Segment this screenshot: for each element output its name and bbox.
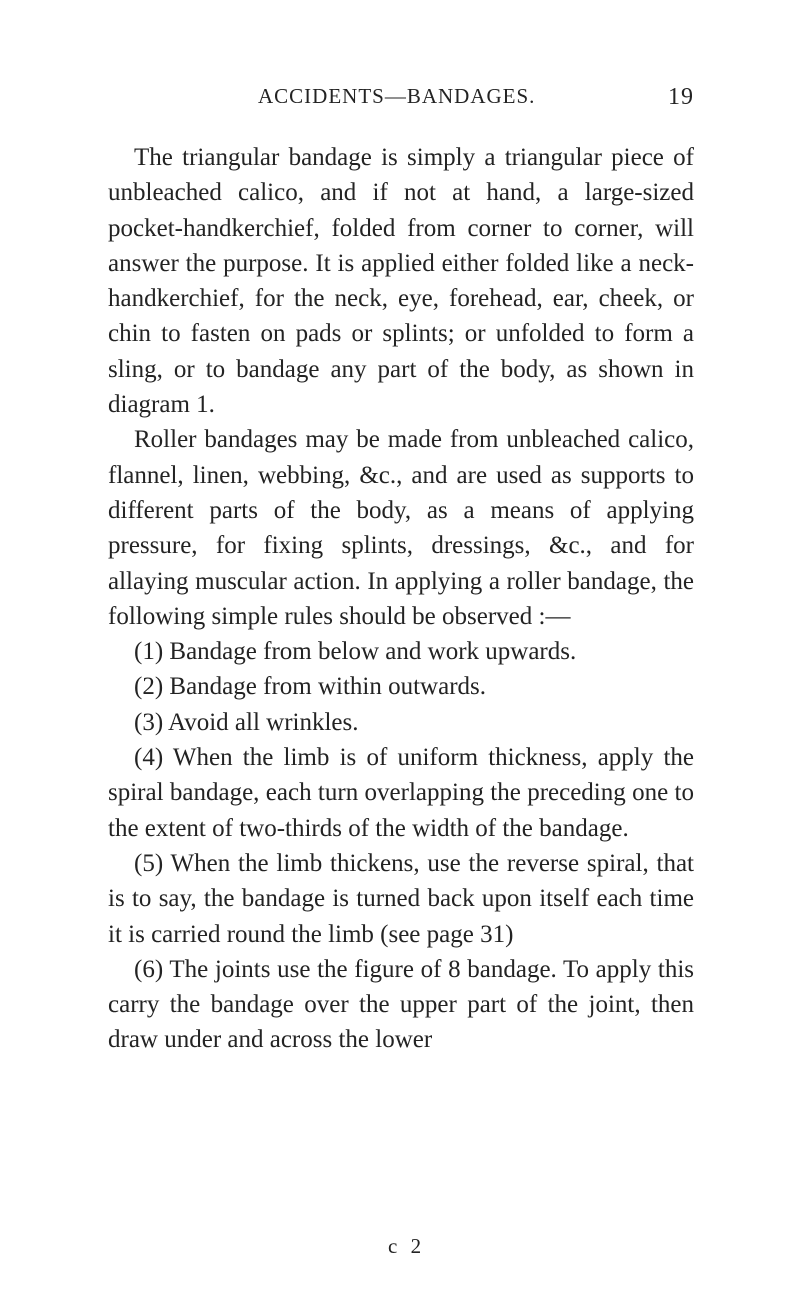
body-text xyxy=(108,140,694,1058)
paragraph-triangular-bandage: The triangular bandage is simply a triangular piece of unbleached calico, and if not at hand, a large-sized pocket-handkerchief, folded from corner to corner, will answer the purpose. It is applied either folded like a neck-handkerchief, for the neck, eye, forehead, ear, cheek, or chin to fasten on pads or splints; or unfolded to form a sling, or to bandage any part of the body, as shown in diagram 1. xyxy=(108,144,694,419)
rule-item-5: (5) When the limb thickens, use the reverse spiral, that is to say, the bandage is turned back upon itself each time it is carried round the limb (see page 31) xyxy=(108,849,694,948)
running-head xyxy=(108,84,694,114)
paragraph-roller-bandages: Roller bandages may be made from unbleached calico, flannel, linen, webbing, &c., and are used as supports to different parts of the body, as a means of applying pressure, for fixing splints, dressings, &c., and for allaying muscular action. In applying a roller bandage, the following simple rules should be observed :— xyxy=(108,426,694,630)
rule-item-6: (6) The joints use the figure of 8 bandage. To apply this carry the bandage over the upper part of the joint, then draw under and across the lower xyxy=(108,955,694,1054)
page-number: 19 xyxy=(668,84,694,110)
signature-mark: c 2 xyxy=(388,1234,426,1258)
rule-item-2: (2) Bandage from within outwards. xyxy=(134,673,487,701)
rule-item-3: (3) Avoid all wrinkles. xyxy=(134,708,359,736)
rule-item-4: (4) When the limb is of uniform thickness, apply the spiral bandage, each turn overlapping the preceding one to the extent of two-thirds of the width of the bandage. xyxy=(108,744,694,842)
running-title: ACCIDENTS—BANDAGES. xyxy=(258,84,536,108)
rule-item-1: (1) Bandage from below and work upwards. xyxy=(134,638,577,666)
